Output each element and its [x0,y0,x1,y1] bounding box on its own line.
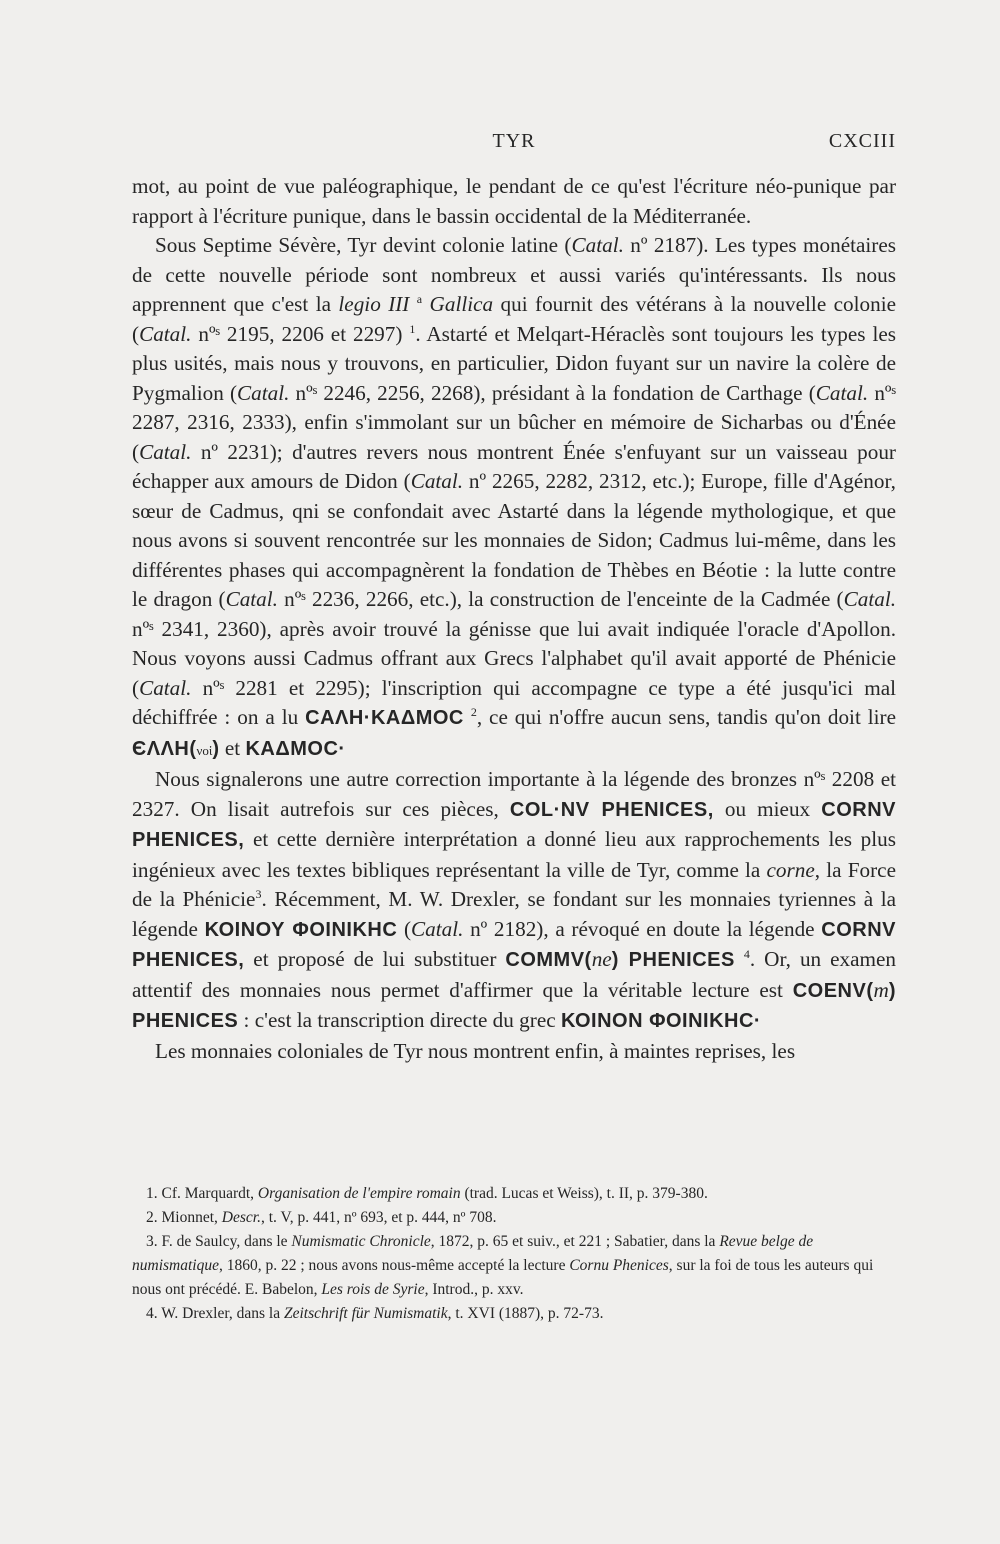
text-run: , Introd., p. xxv. [424,1281,524,1298]
text-run: , t. V, p. 441, nº 693, et p. 444, nº 708. [260,1209,497,1226]
latin-legend: COMMV( [505,949,592,971]
text-run: 3. F. de Saulcy, dans le [146,1233,292,1250]
main-text [132,172,896,1066]
catal-ref: Catal. [139,321,192,346]
text-run: nº 2182), a révoqué en doute la légende [463,916,822,941]
book-title: Revue belge de numismatique [132,1233,814,1274]
text-run: , sur la foi de tous les auteurs qui nous ont précédé. E. Babelon, [132,1257,874,1298]
greek-legend: ЄΛΛΗ( [132,737,197,760]
latin-legend: COL·NV PHENICES, [509,798,714,821]
text-run: qui fournit des vétérans à la nouvelle colonie ( [132,292,897,346]
gallica-name: Gallica [429,292,494,316]
latin-legend-italic: ne [591,947,612,971]
greek-legend: ΚΑΔΜΟC· [245,737,346,760]
greek-legend: CΑΛΗ·ΚΑΔΜΟC [305,707,464,729]
footnote-1 [132,1182,896,1206]
italic-word: corne [766,857,815,882]
text-run: Sous Septime Sévère, Tyr devint colonie latine ( [155,233,572,257]
catal-ref: Catal. [410,469,464,493]
catal-ref: Catal. [411,916,464,941]
footnote-ref: 3 [255,886,262,901]
greek-legend: ) [212,737,220,760]
book-title: Numismatic Chronicle [291,1233,431,1250]
book-title: Les rois de Syrie [321,1281,425,1298]
text-run: . Récemment, M. W. Drexler, se fondant sur les monnaies tyriennes à la légende [132,887,896,941]
catal-ref: Catal. [571,233,624,257]
footnote-ref: 4 [743,946,750,961]
footnote-ref: 1 [409,321,416,336]
paragraph-2 [132,231,896,765]
text-run: Nous signalerons une autre correction importante à la légende des bronzes nºˢ 2208 et 2327. On lisait autrefois sur ces pièces, [132,767,896,821]
text-run: nºˢ 2246, 2256, 2268), présidant à la fondation de Carthage ( [289,380,816,405]
greek-legend-small: νοἱ [196,742,213,758]
text-run: nº 2265, 2282, 2312, etc.); Europe, fille d'Agénor, sœur de Cadmus, qni se confondait avec Astarté dans la légende mythologique, et que nous avons si souvent rencontrée sur les monnaies de Sidon; Cadmus lui-même, dans les différentes phases qui accompagnèrent la fondation de Thèbes en Béotie : la lutte contre le dragon ( [132,469,896,611]
greek-legend: ΚΟΙΝΟΥ ΦΟΙΝΙΚΗC [204,918,398,941]
text-run: 2. Mionnet, [146,1209,222,1226]
text-run: et cette dernière interprétation a donné lieu aux rapprochements les plus ingénieux avec les textes bibliques représentant la ville de Tyr, comme la [132,827,896,882]
catal-ref: Catal. [237,380,290,405]
page-number: CXCIII [828,130,896,152]
catal-ref: Catal. [815,380,869,405]
footnotes [132,1182,896,1326]
legio-name: legio III [338,292,410,316]
latin-legend-italic: m [873,977,889,1002]
text-run: nº 2187). Les types monétaires de cette nouvelle période sont nombreux et aussi variés qu'intéressants. Ils nous apprennent que c'est la [132,233,896,316]
text-run: nºˢ 2236, 2266, etc.), la construction de l'enceinte de la Cadmée ( [277,587,844,611]
running-title: TYR [492,130,536,152]
catal-ref: Catal. [139,675,192,700]
text-run: , 1872, p. 65 et suiv., et 221 ; Sabatier, dans la [430,1233,720,1250]
latin-legend: COENV( [792,979,874,1002]
text-run: ( [397,916,412,941]
text-run: . Or, un examen attentif des monnaies nous permet d'affirmer que la véritable lecture est [132,947,896,1002]
catal-ref: Catal. [139,439,192,464]
footnote-3 [132,1230,896,1302]
catal-ref: Catal. [225,587,278,611]
text-run: ou mieux [713,796,822,821]
text-run: nº 2231); d'autres revers nous montrent Énée s'enfuyant sur un vaisseau pour échapper aux amours de Didon ( [132,439,896,493]
text-run: 4. W. Drexler, dans la [146,1305,284,1322]
book-title: Descr. [221,1209,261,1226]
footnote-2 [132,1206,896,1230]
text-run: , ce qui n'offre aucun sens, tandis qu'on doit lire [476,705,896,729]
catal-ref: Catal. [843,587,896,611]
running-header [132,130,896,160]
book-title: Cornu Phenices [569,1257,669,1274]
superscript-a: a [416,291,423,306]
text-run: et proposé de lui substituer [244,947,506,971]
text-run: , la Force de la Phénicie [132,857,896,911]
latin-legend: CORNV PHENICES, [132,918,896,971]
book-title: Organisation de l'empire romain [257,1185,461,1202]
greek-legend: ΚΟΙΝΟΝ ΦΟΙΝΙΚΗC· [560,1010,762,1032]
latin-legend: ) PHENICES [132,979,896,1032]
text-run: . Astarté et Melqart-Héraclès sont toujours les types les plus usités, mais nous y trouvons, en particulier, Didon fuyant sur un navire la colère de Pygmalion ( [132,321,896,405]
paragraph-1: mot, au point de vue paléographique, le pendant de ce qu'est l'écriture néo-punique par rapport à l'écriture punique, dans le bassin occidental de la Méditerranée. [132,174,896,228]
text-run: nºˢ 2281 et 2295); l'inscription qui accompagne ce type a été jusqu'ici mal déchiffrée : on a lu [132,675,896,729]
latin-legend: CORNV PHENICES, [132,798,896,851]
text-run: nºˢ 2341, 2360), après avoir trouvé la génisse que lui avait indiquée l'oracle d'Apollon. Nous voyons aussi Cadmus offrant aux Grecs l'alphabet qu'il avait apporté de Phénicie ( [132,616,896,700]
text-run: , t. XVI (1887), p. 72-73. [447,1305,604,1322]
paragraph-3 [132,765,896,1037]
latin-legend: ) PHENICES [611,949,735,971]
book-title: Zeitschrift für Numismatik [284,1305,448,1322]
text-run: , 1860, p. 22 ; nous avons nous-même accepté la lecture [218,1257,570,1274]
text-run: nºˢ 2195, 2206 et 2297) [191,321,403,346]
paragraph-4: Les monnaies coloniales de Tyr nous montrent enfin, à maintes reprises, les [155,1038,796,1063]
footnote-4 [132,1302,896,1326]
text-run: (trad. Lucas et Weiss), t. II, p. 379-380. [460,1185,708,1202]
text-run: et [219,735,246,760]
text-run: nºˢ 2287, 2316, 2333), enfin s'immolant sur un bûcher en mémoire de Sicharbas ou d'Énée ( [132,380,896,464]
text-run: : c'est la transcription directe du grec [238,1008,561,1032]
footnote-ref: 2 [470,704,477,719]
text-run: 1. Cf. Marquardt, [146,1185,258,1202]
